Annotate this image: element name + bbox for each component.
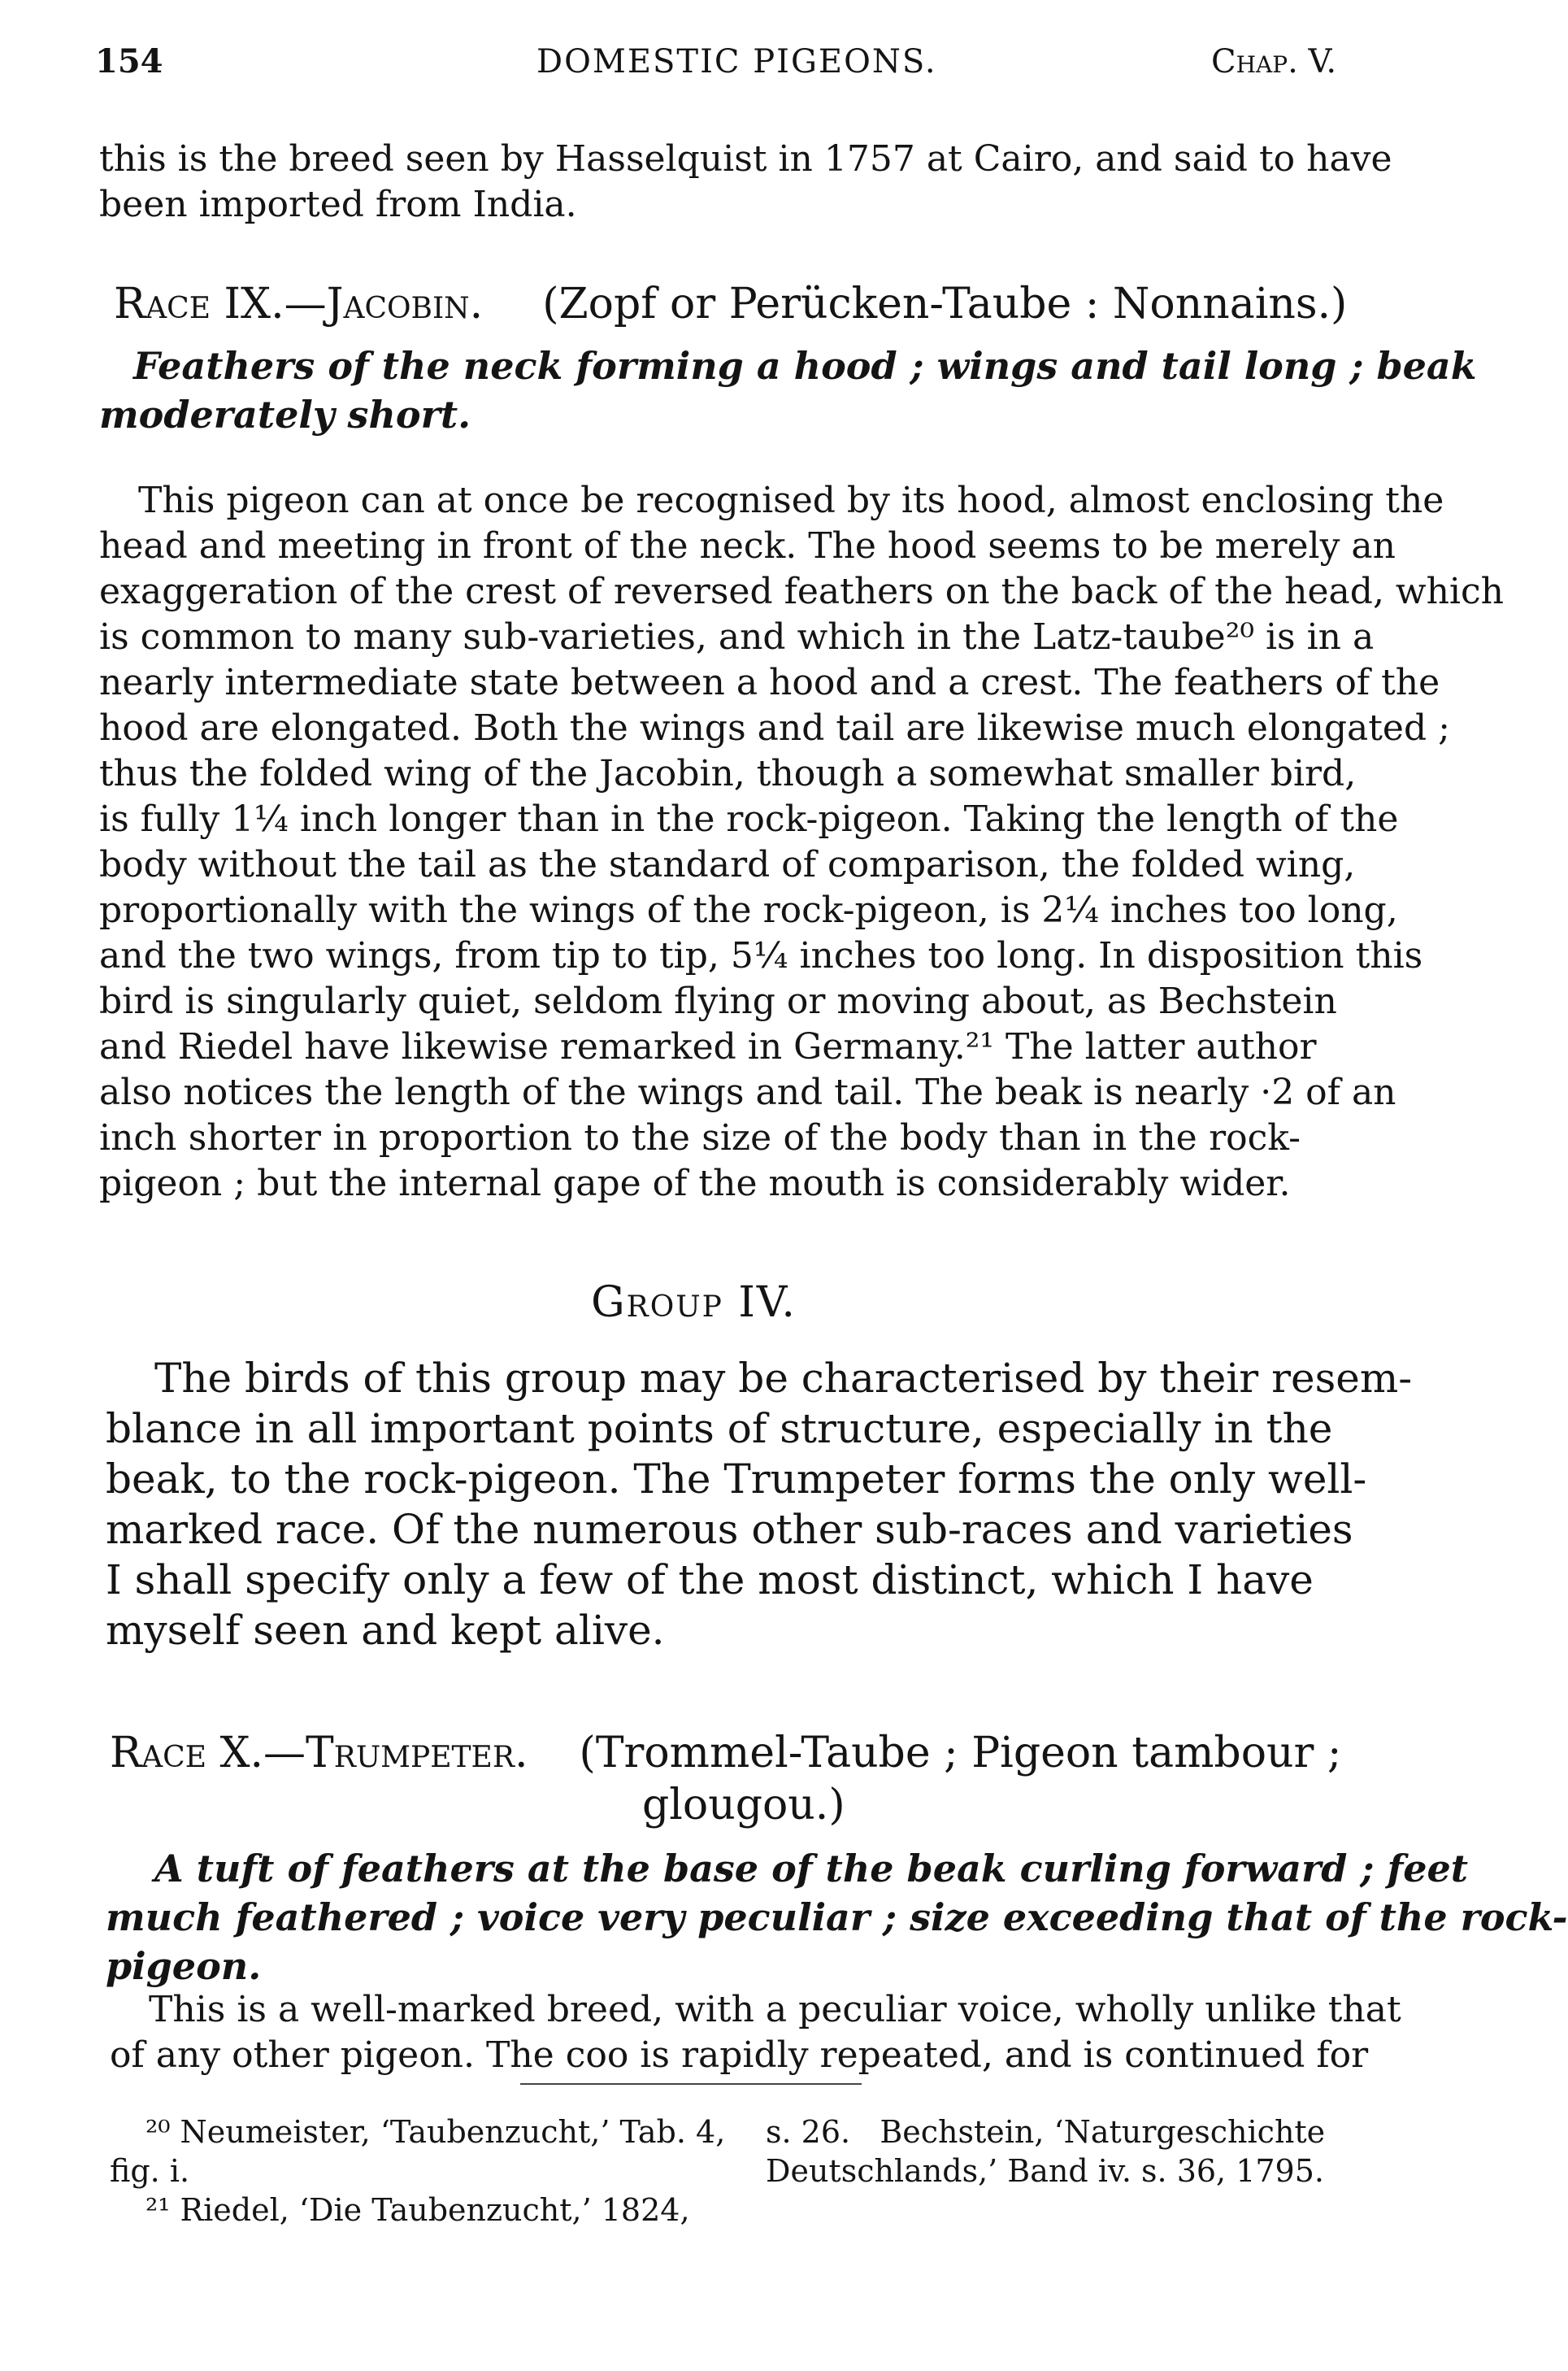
text-line: body without the tail as the standard of comparison, the folded wing, [99,844,1356,885]
text-line: This is a well-marked breed, with a peculiar voice, wholly unlike that [149,1989,1401,2030]
race-x-label: Race X.—Trumpeter. [110,1729,528,1777]
footnote-20: ²⁰ Neumeister, ‘Taubenzucht,’ Tab. 4, [146,2114,726,2150]
page-number: 154 [95,42,163,80]
text-line: This pigeon can at once be recognised by its hood, almost enclosing the [138,480,1444,521]
text-line: pigeon. [106,1944,262,1988]
text-line: I shall specify only a few of the most distinct, which I have [106,1556,1314,1603]
race-x-description [106,1844,1568,1990]
text-line: head and meeting in front of the neck. The hood seems to be merely an [99,525,1396,567]
text-line: inch shorter in proportion to the size of the body than in the rock- [99,1117,1301,1159]
text-line: moderately short. [99,393,471,437]
text-line: beak, to the rock-pigeon. The Trumpeter forms the only well- [106,1455,1367,1503]
race-x-body [110,1987,1401,2078]
group-iv-title: Group IV. [591,1278,797,1327]
race-ix-names: (Zopf or Perücken-Taube : Nonnains.) [542,280,1348,328]
text-line: marked race. Of the numerous other sub-races and varieties [106,1506,1353,1553]
text-line: and Riedel have likewise remarked in Germany.²¹ The latter author [99,1026,1317,1068]
group-iv-paragraph [106,1353,1413,1655]
text-line: is common to many sub-varieties, and which in the Latz-taube²⁰ is in a [99,616,1375,658]
running-title: DOMESTIC PIGEONS. [536,43,937,80]
text-line: The birds of this group may be characterised by their resem- [154,1355,1413,1402]
text-line: been imported from India. [99,184,577,225]
opening-paragraph [99,137,1392,228]
race-ix-label: Race IX.—Jacobin. [114,280,484,328]
race-x-heading [110,1727,1342,1779]
footnotes-right [766,2112,1326,2190]
race-x-names-line2: glougou.) [642,1781,845,1829]
footnote-21-cont: s. 26. Bechstein, ‘Naturgeschichte [766,2114,1326,2150]
race-ix-description [99,342,1477,439]
race-x-names-line1: (Trommel-Taube ; Pigeon tambour ; [579,1729,1342,1777]
text-line: blance in all important points of structure, especially in the [106,1405,1333,1452]
footnote-21: ²¹ Riedel, ‘Die Taubenzucht,’ 1824, [146,2192,690,2228]
footnote-rule [520,2083,862,2085]
footnote-20-cont: fig. i. [110,2153,190,2189]
text-line: is fully 1¼ inch longer than in the rock-pigeon. Taking the length of the [99,798,1399,840]
text-line: much feathered ; voice very peculiar ; size exceeding that of the rock- [106,1895,1568,1939]
text-line: thus the folded wing of the Jacobin, though a somewhat smaller bird, [99,753,1357,794]
text-line: nearly intermediate state between a hood and a crest. The feathers of the [99,662,1440,703]
race-ix-heading [114,278,1348,330]
chapter-label: Chap. V. [1211,43,1337,80]
text-line: bird is singularly quiet, seldom flying or moving about, as Bechstein [99,981,1337,1022]
text-line: pigeon ; but the internal gape of the mouth is considerably wider. [99,1163,1291,1204]
text-line: proportionally with the wings of the rock-pigeon, is 2¼ inches too long, [99,890,1398,931]
text-line: also notices the length of the wings and tail. The beak is nearly ·2 of an [99,1072,1396,1113]
race-ix-body [99,478,1504,1207]
text-line: hood are elongated. Both the wings and tail are likewise much elongated ; [99,707,1450,749]
text-line: and the two wings, from tip to tip, 5¼ inches too long. In disposition this [99,935,1423,977]
text-line: A tuft of feathers at the base of the beak curling forward ; feet [154,1847,1469,1890]
text-line: myself seen and kept alive. [106,1607,665,1654]
footnote-21-cont2: Deutschlands,’ Band iv. s. 36, 1795. [766,2153,1324,2189]
text-line: of any other pigeon. The coo is rapidly repeated, and is continued for [110,2034,1369,2076]
text-line: exaggeration of the crest of reversed feathers on the back of the head, which [99,571,1504,612]
text-line: this is the breed seen by Hasselquist in 1757 at Cairo, and said to have [99,138,1392,180]
text-line: Feathers of the neck forming a hood ; wings and tail long ; beak [133,344,1477,388]
footnotes-left [110,2112,728,2230]
